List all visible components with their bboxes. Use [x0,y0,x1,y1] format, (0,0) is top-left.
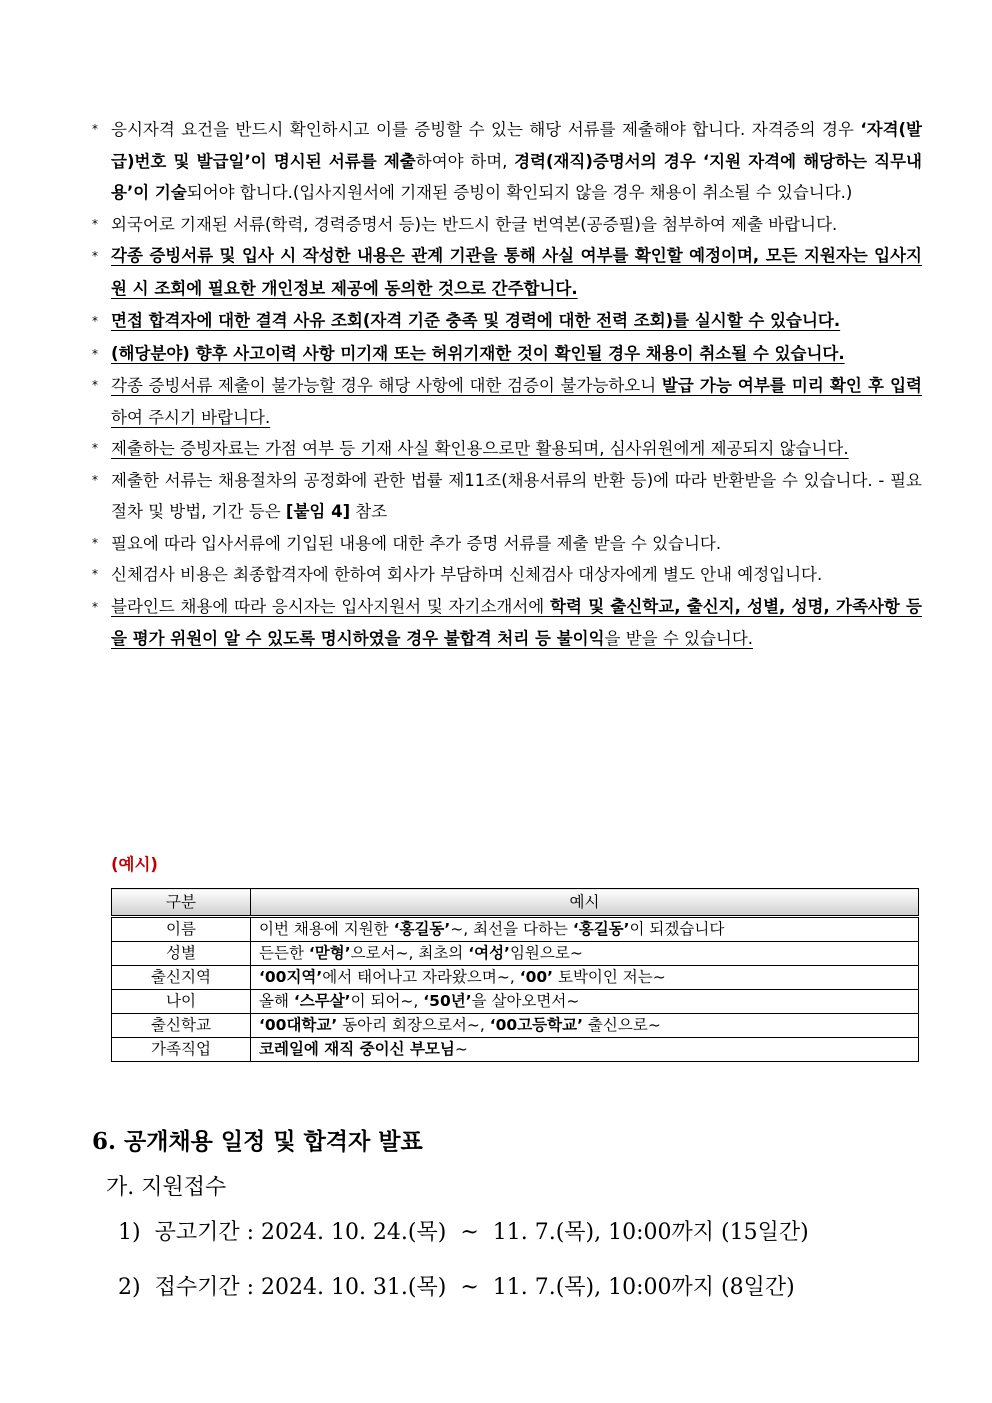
row-category: 이름 [112,917,251,942]
notice-item [92,559,922,591]
table-row [112,990,919,1014]
notice-text-segment: 제출한 서류는 채용절차의 공정화에 관한 법률 제11조(채용서류의 반환 등)에 따라 반환받을 수 있습니다. - 필요 절차 및 방법, 기간 등은 [111,470,922,521]
table-row [112,917,919,942]
example-text-segment: ‘00고등학교’ [489,1016,583,1034]
bullet-marker: * [92,599,98,614]
example-text-segment: ‘00대학교’ [259,1016,338,1034]
example-text-segment: ‘00지역’ [259,968,323,986]
notice-item [92,370,922,433]
example-text-segment: ‘00’ [519,968,554,986]
notice-text-segment: 각종 증빙서류 및 입사 시 작성한 내용은 관계 기관을 통해 사실 여부를 확인할 예정이며, 모든 지원자는 입사지원 시 조회에 필요한 개인정보 제공에 동의한 것으로 간주합니다. [111,246,922,298]
row-example [251,966,919,990]
example-label: (예시) [111,855,158,874]
example-text-segment: ‘스무살’ [293,992,351,1010]
bullet-marker: * [92,249,98,263]
notice-bullet-list [92,114,922,656]
example-text-segment: ‘맏형’ [308,944,351,962]
notice-text-segment: [붙임 4] [285,502,351,521]
header-category: 구분 [112,889,251,917]
row-category: 나이 [112,990,251,1014]
notice-text-segment: 하여야 하며, [415,151,515,171]
notice-text-segment: 외국어로 기재된 서류(학력, 경력증명서 등)는 반드시 한글 번역본(공증필)을 첨부하여 제출 바랍니다. [111,214,838,234]
example-text-segment: 든든한 [259,944,309,962]
row-example [251,917,919,942]
notice-item [92,305,922,338]
notice-text-segment: 학력 및 출신학교, 출신지, 성별, 성명, 가족사항 등을 평가 위원이 알 수 있도록 명시하였을 경우 불합격 처리 등 불이익 [111,596,922,648]
notice-text-segment: 발급 가능 여부를 미리 확인 후 입력 [661,376,922,395]
table-row [112,966,919,990]
notice-text-segment: 을 받을 수 있습니다. [604,629,754,648]
notice-item [92,114,922,209]
example-text-segment: ‘홍길동’ [572,920,630,938]
notice-text-segment: 신체검사 비용은 최종합격자에 한하여 회사가 부담하며 신체검사 대상자에게 별도 안내 예정입니다. [111,565,823,584]
example-text-segment: 을 살아오면서~ [471,992,580,1010]
example-text-segment: ‘홍길동’ [393,920,451,938]
notice-text-segment: 하여 주시기 바랍니다. [111,407,271,427]
example-text-segment: 이 되어~, [350,992,424,1010]
example-text-segment: 출신으로~ [583,1016,661,1034]
section-subtitle: 가. 지원접수 [106,1175,227,1200]
row-example [251,1038,919,1062]
notice-text-segment: 경력(재직)증명서의 경우 ‘지원 자격에 해당하는 직무내용’이 기술 [111,151,922,202]
example-text-segment: 토박이인 저는~ [553,968,666,986]
table-row [112,942,919,966]
header-example: 예시 [251,889,919,917]
table-row [112,1038,919,1062]
bullet-marker: * [92,216,98,231]
notice-item [92,338,922,371]
row-category: 가족직업 [112,1038,251,1062]
example-text-segment: 에서 태어나고 자라왔으며~, [322,968,520,986]
example-text-segment: 임원으로~ [509,944,583,962]
example-text-segment: 동아리 회장으로서~, [337,1016,490,1034]
table-row [112,1014,919,1038]
row-category: 성별 [112,942,251,966]
notice-item [92,240,922,305]
example-text-segment: ‘여성’ [468,944,510,962]
row-example [251,1014,919,1038]
notice-text-segment: (해당분야) 향후 사고이력 사항 미기재 또는 허위기재한 것이 확인될 경우 채용이 취소될 수 있습니다. [111,343,845,363]
example-text-segment: 으로서~, 최초의 [350,944,469,962]
bullet-marker: * [92,441,98,455]
bullet-marker: * [92,378,98,392]
bullet-marker: * [92,535,98,550]
example-text-segment: 이 되겠습니다 [629,920,725,938]
notice-item [92,528,922,560]
notice-item [92,591,922,656]
table-header-row [112,889,919,917]
example-text-segment: ~ [454,1040,468,1058]
example-text-segment: 올해 [259,992,294,1010]
notice-item [92,433,922,465]
notice-item [92,209,922,241]
example-text-segment: 이번 채용에 지원한 [259,920,394,938]
notice-text-segment: 되어야 합니다.(입사지원서에 기재된 증빙이 확인되지 않을 경우 채용이 취소될 수 있습니다.) [186,183,853,202]
notice-text-segment: 필요에 따라 입사서류에 기입된 내용에 대한 추가 증명 서류를 제출 받을 수 있습니다. [111,533,722,553]
row-category: 출신지역 [112,966,251,990]
notice-text-segment: 블라인드 채용에 따라 응시자는 입사지원서 및 자기소개서에 [111,596,551,616]
notice-text-segment: 응시자격 요건을 반드시 확인하시고 이를 증빙할 수 있는 해당 서류를 제출해야 합니다. 자격증의 경우 [111,120,861,139]
example-text-segment: ~, 최선을 다하는 [450,920,573,938]
row-category: 출신학교 [112,1014,251,1038]
notice-text-segment: 각종 증빙서류 제출이 불가능할 경우 해당 사항에 대한 검증이 불가능하오니 [111,376,662,395]
bullet-marker: * [92,314,98,328]
bullet-marker: * [92,122,98,136]
row-example [251,990,919,1014]
notice-text-segment: 제출하는 증빙자료는 가점 여부 등 기재 사실 확인용으로만 활용되며, 심사위원에게 제공되지 않습니다. [111,439,849,458]
notice-text-segment: 참조 [350,502,388,521]
example-text-segment: 코레일에 재직 중이신 부모님 [259,1040,455,1058]
schedule-line-application: 2) 접수기간 : 2024. 10. 31.(목) ~ 11. 7.(목), 10:00까지 (8일간) [118,1275,795,1300]
example-table-body [112,917,919,1062]
section-title: 6. 공개채용 일정 및 합격자 발표 [92,1128,423,1155]
example-table [111,888,919,1062]
notice-text-segment: 면접 합격자에 대한 결격 사유 조회(자격 기준 충족 및 경력에 대한 전력 조회)를 실시할 수 있습니다. [111,311,841,330]
example-text-segment: ‘50년’ [423,992,472,1010]
bullet-marker: * [92,567,98,581]
bullet-marker: * [92,346,98,361]
row-example [251,942,919,966]
bullet-marker: * [92,472,98,487]
notice-item [92,465,922,528]
schedule-line-announcement: 1) 공고기간 : 2024. 10. 24.(목) ~ 11. 7.(목), 10:00까지 (15일간) [118,1220,809,1245]
notice-text-segment: ‘자격(발급)번호 및 발급일’이 명시된 서류를 제출 [111,120,922,171]
